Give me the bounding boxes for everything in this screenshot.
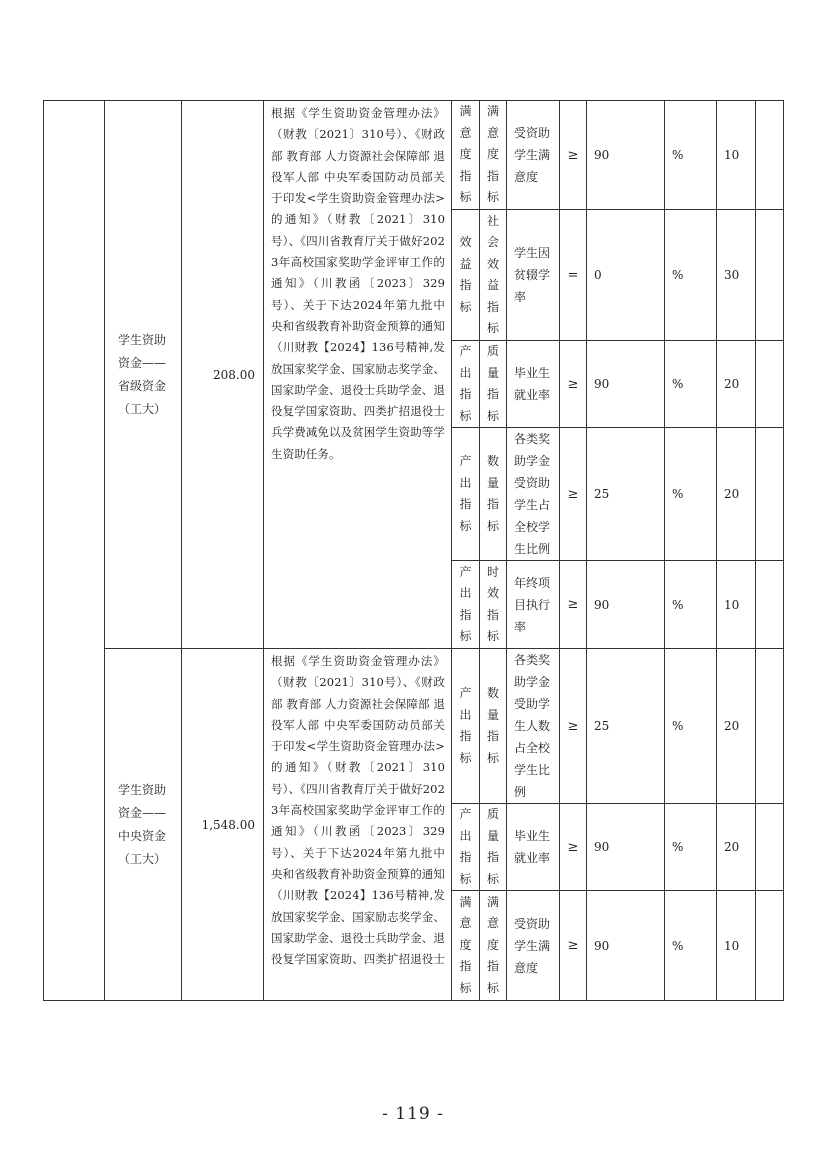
- blank-cell: [756, 210, 784, 341]
- indicator-value: 90: [587, 804, 665, 891]
- indicator-value: 90: [587, 341, 665, 428]
- project-basis: 根据《学生资助资金管理办法》（财教〔2021〕310号）、《财政部 教育部 人力资源社会保障部 退役军人部 中央军委国防动员部关于印发<学生资助资金管理办法>的通知》（财教〔2021〕310号）、《四川省教育厅关于做好2023年高校国家奖助学金评审工作的通知》（川教函〔2023〕329号）、关于下达2024年第九批中央和省级教育补助资金预算的通知（川财教【2024】136号精神,发放国家奖学金、国家励志奖学金、国家助学金、退役士兵助学金、退役复学国家资助、四类扩招退役士兵学费减免以及贫困学生资助等学生资助任务。: [264, 101, 452, 649]
- level1-indicator-text: 产出指标: [459, 564, 472, 643]
- indicator-name: [507, 210, 560, 341]
- level1-indicator: [452, 561, 480, 649]
- indicator-unit: %: [665, 210, 717, 341]
- level1-indicator-text: 满意度指标: [459, 894, 472, 995]
- project-name-text: 学生资助资金——省级资金（工大）: [118, 332, 167, 416]
- indicator-unit: %: [665, 101, 717, 210]
- level2-indicator: [480, 341, 507, 428]
- indicator-name: [507, 804, 560, 891]
- level2-indicator-text: 社会效益指标: [486, 213, 499, 335]
- indicator-name-text: 各类奖助学金受资助学生占全校学生比例: [514, 432, 551, 556]
- project-name: [105, 101, 182, 649]
- level1-indicator: [452, 804, 480, 891]
- indicator-row: [44, 649, 784, 804]
- level2-indicator-text: 满意度指标: [486, 894, 499, 995]
- indicator-unit: %: [665, 561, 717, 649]
- project-name-text: 学生资助资金——中央资金（工大）: [118, 782, 167, 866]
- level2-indicator: [480, 561, 507, 649]
- blank-cell: [44, 101, 105, 1001]
- level1-indicator: [452, 891, 480, 1001]
- indicator-name: [507, 428, 560, 561]
- indicator-weight: 10: [717, 891, 756, 1001]
- indicator-operator: =: [560, 210, 587, 341]
- level1-indicator-text: 产出指标: [459, 807, 472, 886]
- level2-indicator-text: 质量指标: [486, 344, 499, 423]
- indicator-unit: %: [665, 649, 717, 804]
- indicator-unit: %: [665, 341, 717, 428]
- level1-indicator-text: 产出指标: [459, 454, 472, 533]
- blank-cell: [756, 428, 784, 561]
- level2-indicator: [480, 804, 507, 891]
- indicator-value: 25: [587, 428, 665, 561]
- level1-indicator: [452, 428, 480, 561]
- indicator-operator: ≥: [560, 891, 587, 1001]
- indicator-value: 90: [587, 561, 665, 649]
- indicator-weight: 30: [717, 210, 756, 341]
- indicator-name-text: 年终项目执行率: [514, 575, 551, 634]
- blank-cell: [756, 341, 784, 428]
- indicator-unit: %: [665, 891, 717, 1001]
- indicator-weight: 10: [717, 101, 756, 210]
- level2-indicator-text: 时效指标: [486, 564, 499, 643]
- level1-indicator-text: 效益指标: [459, 235, 472, 314]
- level2-indicator: [480, 101, 507, 210]
- level2-indicator: [480, 891, 507, 1001]
- indicator-weight: 20: [717, 428, 756, 561]
- indicator-name: [507, 561, 560, 649]
- indicator-weight: 20: [717, 341, 756, 428]
- indicator-operator: ≥: [560, 561, 587, 649]
- indicator-operator: ≥: [560, 649, 587, 804]
- indicator-value: 25: [587, 649, 665, 804]
- blank-cell: [756, 649, 784, 804]
- indicator-value: 90: [587, 101, 665, 210]
- blank-cell: [756, 804, 784, 891]
- indicator-name: [507, 649, 560, 804]
- indicator-name-text: 学生因贫辍学率: [514, 246, 551, 304]
- project-amount: 1,548.00: [182, 649, 264, 1001]
- indicator-name-text: 受资助学生满意度: [514, 916, 551, 975]
- indicator-operator: ≥: [560, 101, 587, 210]
- level2-indicator-text: 数量指标: [486, 454, 499, 533]
- indicator-row: [44, 101, 784, 210]
- indicator-name-text: 各类奖助学金受助学生人数占全校学生比例: [514, 653, 551, 799]
- project-basis: 根据《学生资助资金管理办法》（财教〔2021〕310号）、《财政部 教育部 人力资源社会保障部 退役军人部 中央军委国防动员部关于印发<学生资助资金管理办法>的通知》（财教〔2021〕310号）、《四川省教育厅关于做好2023年高校国家奖助学金评审工作的通知》（川教函〔2023〕329号）、关于下达2024年第九批中央和省级教育补助资金预算的通知（川财教【2024】136号精神,发放国家奖学金、国家励志奖学金、国家助学金、退役士兵助学金、退役复学国家资助、四类扩招退役士: [264, 649, 452, 1001]
- blank-cell: [756, 561, 784, 649]
- indicator-unit: %: [665, 428, 717, 561]
- indicator-name: [507, 101, 560, 210]
- indicator-name-text: 毕业生就业率: [514, 366, 551, 402]
- project-amount: 208.00: [182, 101, 264, 649]
- indicator-weight: 20: [717, 804, 756, 891]
- indicator-unit: %: [665, 804, 717, 891]
- blank-cell: [756, 101, 784, 210]
- level2-indicator-text: 满意度指标: [486, 104, 499, 205]
- level2-indicator: [480, 649, 507, 804]
- performance-indicator-table: [43, 100, 784, 1001]
- indicator-operator: ≥: [560, 341, 587, 428]
- indicator-value: 0: [587, 210, 665, 341]
- blank-cell: [756, 891, 784, 1001]
- indicator-weight: 20: [717, 649, 756, 804]
- level2-indicator: [480, 428, 507, 561]
- indicator-value: 90: [587, 891, 665, 1001]
- indicator-weight: 10: [717, 561, 756, 649]
- indicator-name: [507, 891, 560, 1001]
- level2-indicator-text: 数量指标: [486, 686, 499, 765]
- indicator-name: [507, 341, 560, 428]
- level1-indicator-text: 产出指标: [459, 344, 472, 423]
- page-number: - 119 -: [382, 1104, 444, 1124]
- level1-indicator-text: 满意度指标: [459, 104, 472, 205]
- level1-indicator: [452, 101, 480, 210]
- level2-indicator: [480, 210, 507, 341]
- level1-indicator: [452, 649, 480, 804]
- level1-indicator-text: 产出指标: [459, 686, 472, 765]
- indicator-name-text: 毕业生就业率: [514, 829, 551, 865]
- project-name: [105, 649, 182, 1001]
- indicator-operator: ≥: [560, 428, 587, 561]
- level1-indicator: [452, 341, 480, 428]
- level1-indicator: [452, 210, 480, 341]
- indicator-name-text: 受资助学生满意度: [514, 126, 551, 184]
- indicator-operator: ≥: [560, 804, 587, 891]
- level2-indicator-text: 质量指标: [486, 807, 499, 886]
